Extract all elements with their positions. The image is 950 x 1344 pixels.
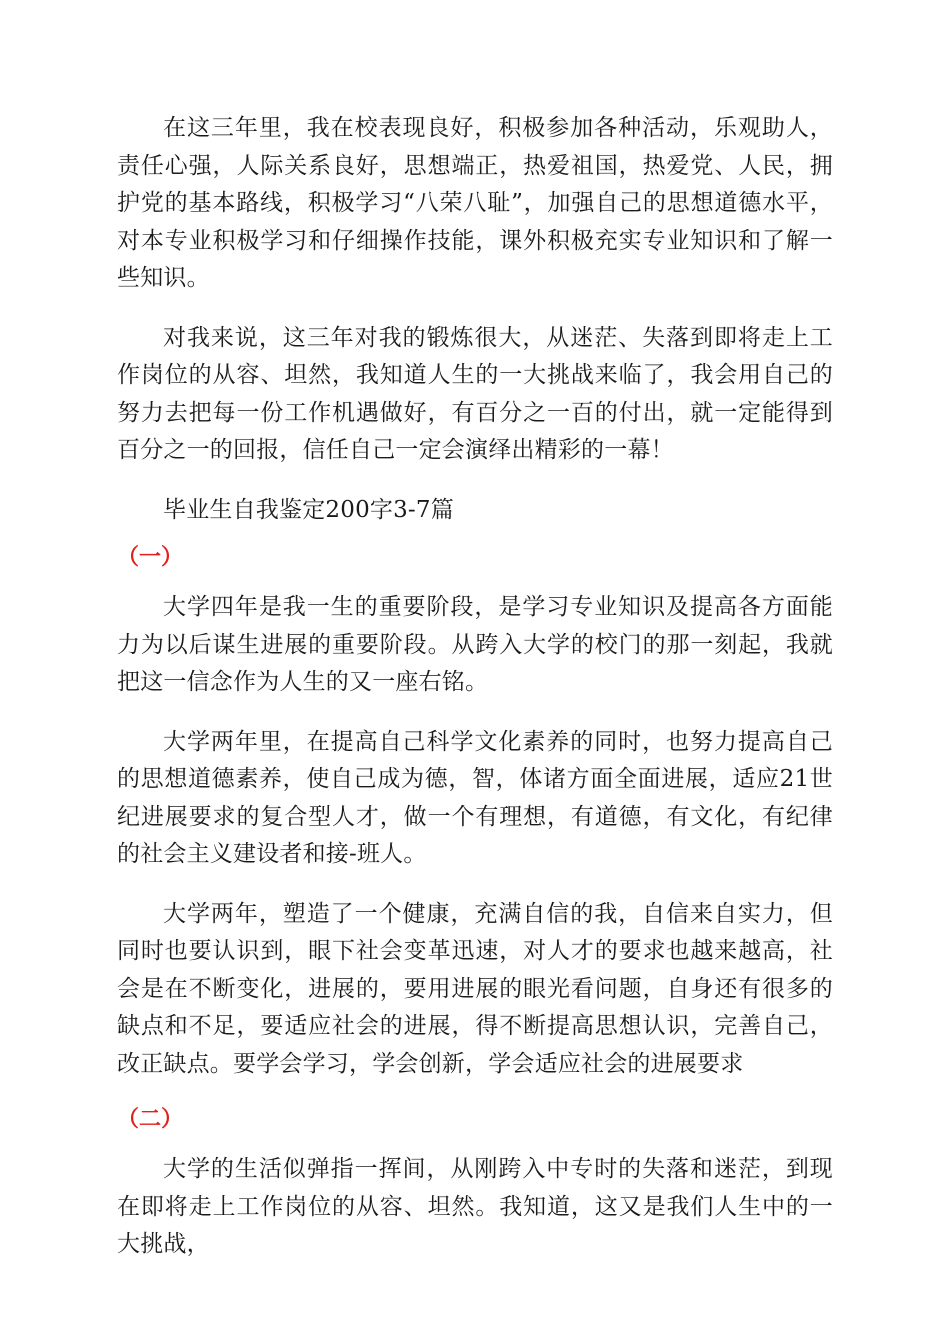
section-1-paragraph-1: 大学四年是我一生的重要阶段，是学习专业知识及提高各方面能力为以后谋生进展的重要阶段。从跨入大学的校门的那一刻起，我就把这一信念作为人生的又一座右铭。 [117, 594, 833, 695]
section-1-paragraph-3: 大学两年，塑造了一个健康，充满自信的我，自信来自实力，但同时也要认识到，眼下社会变革迅速，对人才的要求也越来越高，社会是在不断变化，进展的，要用进展的眼光看问题，自身还有很多的缺点和不足，要适应社会的进展，得不断提高思想认识，完善自己，改正缺点。要学会学习，学会创新，学会适应社会的进展要求 [117, 900, 833, 1077]
section-title: 毕业生自我鉴定200字3-7篇 [163, 496, 454, 523]
document-page [117, 110, 833, 1264]
section-1-paragraph-2: 大学两年里，在提高自己科学文化素养的同时，也努力提高自己的思想道德素养，使自己成为德，智，体诸方面全面进展，适应21世纪进展要求的复合型人才，做一个有理想，有道德，有文化，有纪律的社会主义建设者和接-班人。 [117, 728, 833, 867]
section-marker-1: （一） [117, 545, 184, 570]
intro-paragraph-2: 对我来说，这三年对我的锻炼很大，从迷茫、失落到即将走上工作岗位的从容、坦然，我知道人生的一大挑战来临了，我会用自己的努力去把每一份工作机遇做好，有百分之一百的付出，就一定能得到百分之一的回报，信任自己一定会演绎出精彩的一幕！ [117, 324, 833, 463]
section-2-paragraph-1: 大学的生活似弹指一挥间，从刚跨入中专时的失落和迷茫，到现在即将走上工作岗位的从容、坦然。我知道，这又是我们人生中的一大挑战， [117, 1156, 833, 1257]
section-marker-2: （二） [117, 1107, 184, 1132]
intro-paragraph-1: 在这三年里，我在校表现良好，积极参加各种活动，乐观助人，责任心强，人际关系良好，思想端正，热爱祖国，热爱党、人民，拥护党的基本路线，积极学习“八荣八耻”，加强自己的思想道德水平，对本专业积极学习和仔细操作技能，课外积极充实专业知识和了解一些知识。 [117, 115, 833, 291]
